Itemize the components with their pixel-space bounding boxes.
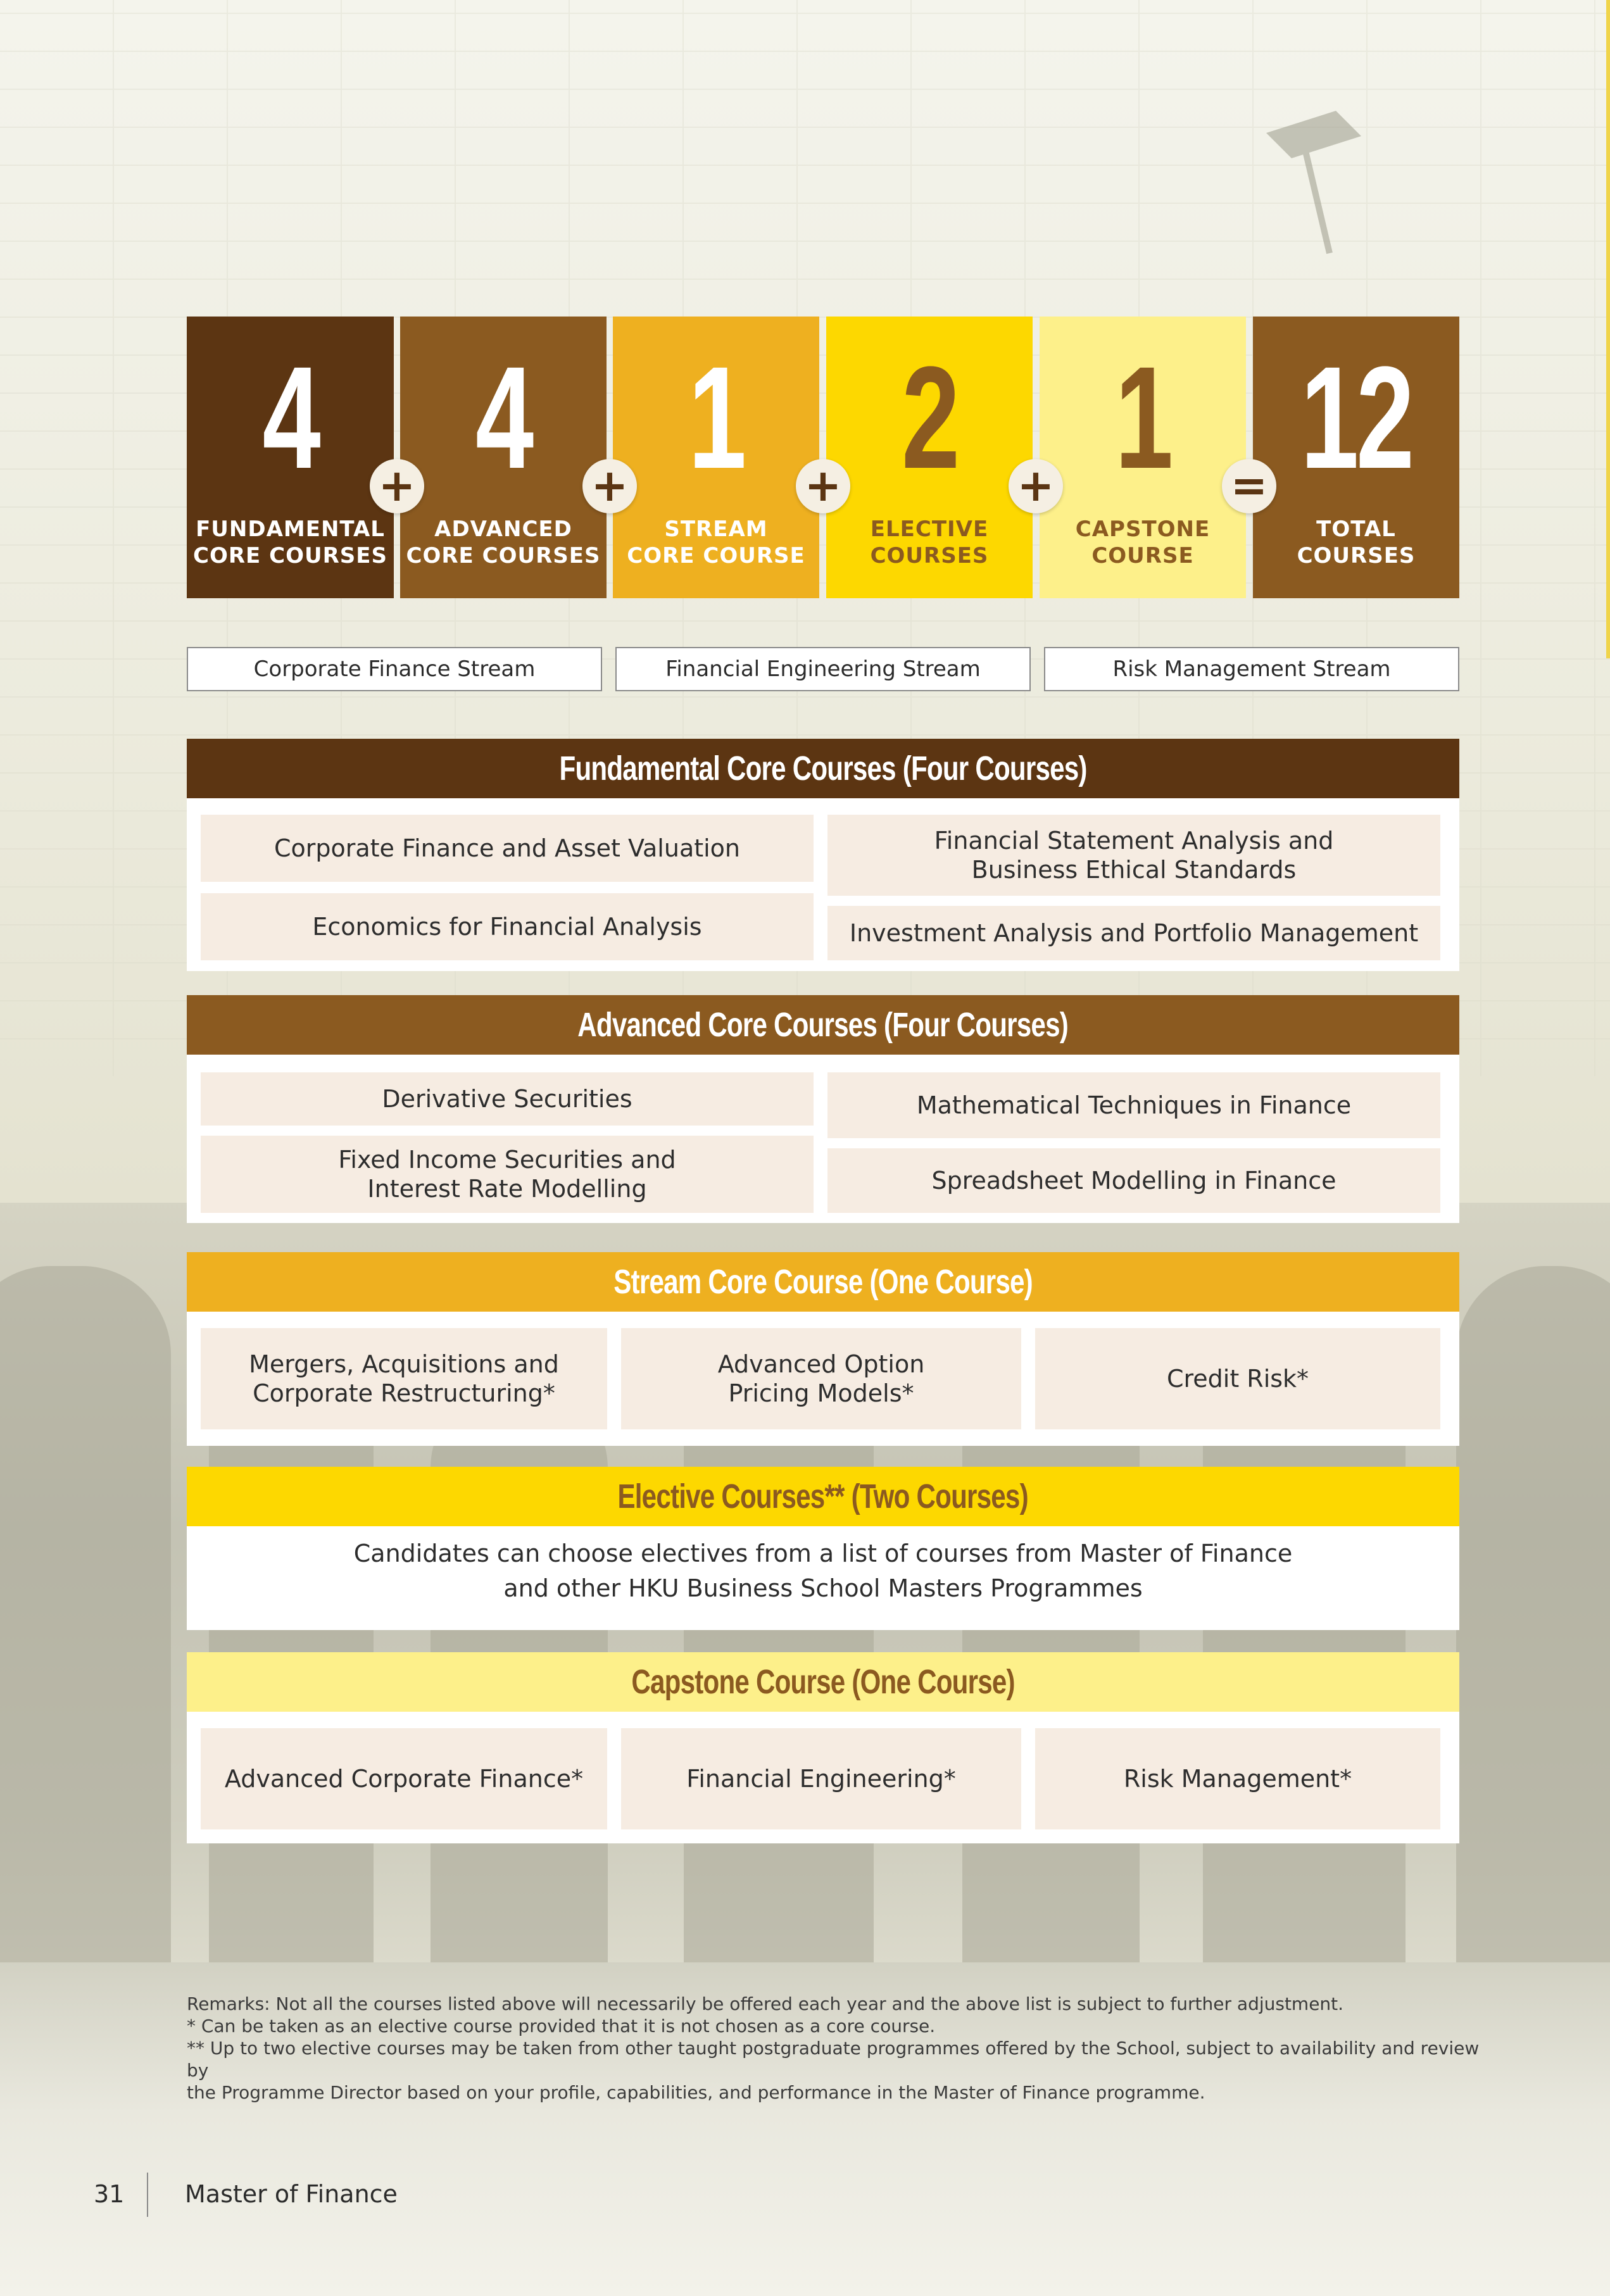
section-header [187, 739, 1459, 798]
stream-tab-financial-engineering[interactable]: Financial Engineering Stream [615, 647, 1031, 691]
course-cell: Mergers, Acquisitions and Corporate Restructuring* [201, 1328, 607, 1429]
stream-tab-risk-management[interactable]: Risk Management Stream [1044, 647, 1459, 691]
count-number: 1 [688, 336, 744, 499]
equals-icon: = [1222, 459, 1276, 513]
remark-line: Remarks: Not all the courses listed above will necessarily be offered each year and the above list is subject to further adjustment. [187, 1993, 1344, 2014]
edge-accent-rule [1606, 0, 1610, 658]
stream-tab-corporate-finance[interactable]: Corporate Finance Stream [187, 647, 602, 691]
course-cell: Derivative Securities [201, 1072, 814, 1126]
plus-icon: + [582, 459, 637, 513]
section-title: Advanced Core Courses (Four Courses) [577, 1006, 1069, 1044]
course-cell: Economics for Financial Analysis [201, 893, 814, 960]
course-cell: Fixed Income Securities and Interest Rate Modelling [201, 1136, 814, 1213]
count-stream [613, 317, 819, 598]
course-cell: Advanced Option Pricing Models* [621, 1328, 1021, 1429]
section-header [187, 1252, 1459, 1312]
count-label-line2: CORE COURSES [406, 543, 601, 568]
count-label-line1: TOTAL [1316, 517, 1396, 542]
count-label-line2: COURSE [1091, 543, 1194, 568]
section-header [187, 1467, 1459, 1526]
course-cell: Financial Engineering* [621, 1728, 1021, 1829]
course-cell: Risk Management* [1035, 1728, 1440, 1829]
course-cell: Spreadsheet Modelling in Finance [827, 1148, 1440, 1213]
footer-divider [147, 2173, 148, 2217]
course-cell: Advanced Corporate Finance* [201, 1728, 607, 1829]
stream-core-panel [187, 1252, 1459, 1446]
course-count-strip [187, 317, 1459, 598]
elective-description [187, 1536, 1459, 1606]
count-capstone [1040, 317, 1246, 598]
remark-line: ** Up to two elective courses may be taken from other taught postgraduate programmes offered by the School, subject to availability and review by [187, 2038, 1480, 2081]
count-label-line2: COURSES [1297, 543, 1416, 568]
remark-line: the Programme Director based on your profile, capabilities, and performance in the Master of Finance programme. [187, 2082, 1205, 2103]
count-total [1253, 317, 1459, 598]
graduation-cap-icon [1260, 108, 1368, 266]
section-title: Fundamental Core Courses (Four Courses) [559, 750, 1087, 787]
remarks [187, 1993, 1485, 2104]
count-label-line1: ADVANCED [434, 517, 572, 542]
count-label-line2: COURSES [870, 543, 989, 568]
fundamental-core-panel [187, 739, 1459, 971]
course-cell: Mathematical Techniques in Finance [827, 1072, 1440, 1138]
count-advanced [400, 317, 607, 598]
section-title: Stream Core Course (One Course) [613, 1263, 1033, 1301]
count-label-line1: ELECTIVE [870, 517, 989, 542]
section-title: Capstone Course (One Course) [631, 1663, 1015, 1701]
course-cell: Corporate Finance and Asset Valuation [201, 815, 814, 882]
section-title: Elective Courses** (Two Courses) [617, 1477, 1029, 1515]
page-number: 31 [94, 2180, 125, 2208]
plus-icon: + [1009, 459, 1063, 513]
course-cell: Credit Risk* [1035, 1328, 1440, 1429]
count-label-line1: FUNDAMENTAL [196, 517, 385, 542]
count-label-line1: STREAM [664, 517, 768, 542]
plus-icon: + [796, 459, 850, 513]
count-number: 1 [1115, 336, 1171, 499]
advanced-core-panel [187, 995, 1459, 1223]
count-fundamental [187, 317, 394, 598]
course-cell: Investment Analysis and Portfolio Management [827, 906, 1440, 960]
count-label-line2: CORE COURSES [193, 543, 387, 568]
count-number: 12 [1300, 336, 1412, 499]
count-number: 2 [902, 336, 957, 499]
plus-icon: + [370, 459, 424, 513]
remark-line: * Can be taken as an elective course provided that it is not chosen as a core course. [187, 2016, 936, 2036]
count-number: 4 [475, 336, 531, 499]
elective-description-line1: Candidates can choose electives from a list of courses from Master of Finance [353, 1540, 1293, 1567]
count-elective [826, 317, 1033, 598]
footer-title: Master of Finance [185, 2180, 398, 2208]
section-header [187, 1652, 1459, 1712]
course-cell: Financial Statement Analysis and Business Ethical Standards [827, 815, 1440, 896]
elective-panel [187, 1467, 1459, 1630]
capstone-panel [187, 1652, 1459, 1843]
count-label-line1: CAPSTONE [1075, 517, 1211, 542]
count-label-line2: CORE COURSE [627, 543, 805, 568]
section-header [187, 995, 1459, 1055]
elective-description-line2: and other HKU Business School Masters Programmes [503, 1574, 1143, 1602]
count-number: 4 [262, 336, 318, 499]
